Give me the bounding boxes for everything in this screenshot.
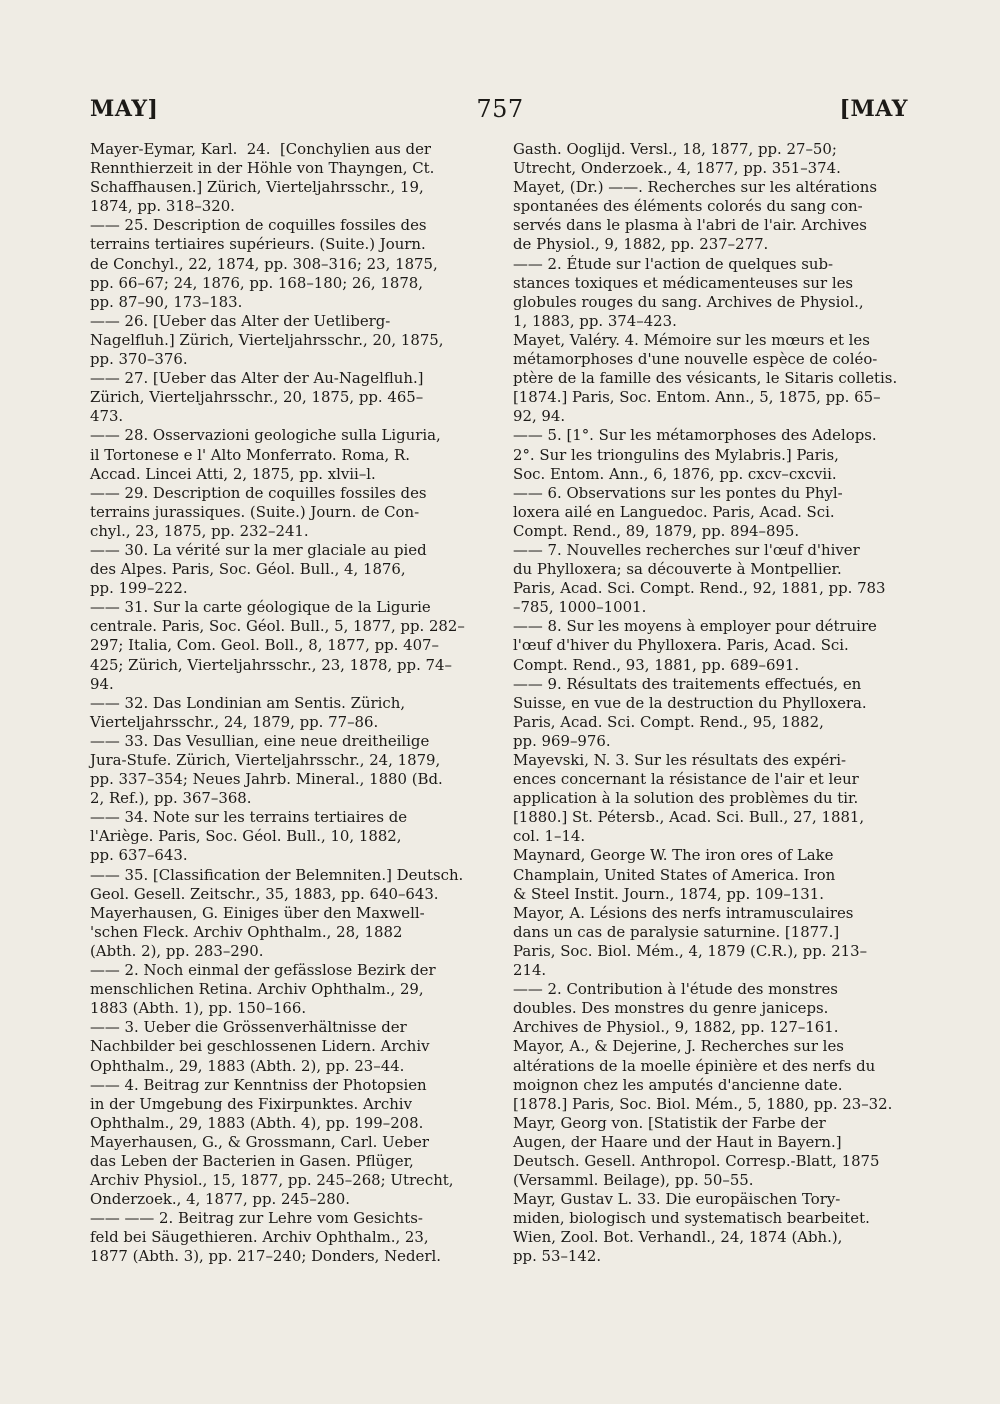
text-line: loxera ailé en Languedoc. Paris, Acad. Sci.	[513, 502, 835, 521]
text-line: menschlichen Retina. Archiv Ophthalm., 29,	[90, 980, 424, 999]
left-column	[90, 140, 488, 1267]
text-line: dans un cas de paralysie saturnine. [1877.]	[513, 922, 840, 941]
text-line: Suisse, en vue de la destruction du Phylloxera.	[513, 693, 867, 712]
text-line: Rennthierzeit in der Höhle von Thayngen, Ct.	[90, 159, 435, 178]
text-line: Mayr, Georg von. [Statistik der Farbe der	[513, 1113, 826, 1132]
text-line: pp. 53–142.	[513, 1247, 602, 1266]
text-line: terrains tertiaires supérieurs. (Suite.) Journ.	[90, 235, 426, 254]
text-line: —— 27. [Ueber das Alter der Au-Nagelfluh.]	[90, 369, 424, 388]
text-line: Gasth. Ooglijd. Versl., 18, 1877, pp. 27–50;	[513, 140, 837, 158]
text-line: —— 2. Étude sur l'action de quelques sub-	[513, 254, 834, 273]
text-line: [1874.] Paris, Soc. Entom. Ann., 5, 1875, pp. 65–	[513, 388, 881, 407]
text-line: —— 9. Résultats des traitements effectués, en	[513, 674, 862, 693]
text-line: Archiv Physiol., 15, 1877, pp. 245–268; Utrecht,	[90, 1171, 454, 1190]
text-line: Vierteljahrsschr., 24, 1879, pp. 77–86.	[90, 712, 379, 731]
text-line: pp. 969–976.	[513, 731, 611, 750]
text-line: —— 33. Das Vesullian, eine neue dreitheilige	[90, 731, 430, 750]
text-line: métamorphoses d'une nouvelle espèce de coléo-	[513, 350, 878, 369]
text-line: ences concernant la résistance de l'air et leur	[513, 770, 859, 789]
text-line: moignon chez les amputés d'ancienne date.	[513, 1075, 843, 1094]
page-number: 757	[476, 95, 524, 123]
text-line: Nachbilder bei geschlossenen Lidern. Archiv	[90, 1037, 430, 1056]
text-line: Onderzoek., 4, 1877, pp. 245–280.	[90, 1190, 350, 1209]
text-line: Nagelfluh.] Zürich, Vierteljahrsschr., 20, 1875,	[90, 330, 444, 349]
text-line: 92, 94.	[513, 407, 566, 426]
text-line: Compt. Rend., 89, 1879, pp. 894–895.	[513, 521, 800, 540]
text-line: terrains jurassiques. (Suite.) Journ. de Con-	[90, 502, 420, 521]
text-line: —— 29. Description de coquilles fossiles des	[90, 483, 427, 502]
text-line: application à la solution des problèmes du tir.	[513, 789, 859, 808]
text-line: pp. 337–354; Neues Jahrb. Mineral., 1880 (Bd.	[90, 770, 443, 789]
text-line: Mayet, (Dr.) ——. Recherches sur les altérations	[513, 178, 877, 197]
text-line: Jura-Stufe. Zürich, Vierteljahrsschr., 24, 1879,	[90, 751, 441, 769]
text-line: [1878.] Paris, Soc. Biol. Mém., 5, 1880, pp. 23–32.	[513, 1094, 893, 1113]
text-line: das Leben der Bacterien in Gasen. Pflüger,	[90, 1151, 414, 1170]
text-line: Ophthalm., 29, 1883 (Abth. 2), pp. 23–44.	[90, 1056, 405, 1075]
text-line: —— 26. [Ueber das Alter der Uetliberg-	[90, 311, 391, 330]
text-line: pp. 637–643.	[90, 846, 188, 865]
text-line: Mayet, Valéry. 4. Mémoire sur les mœurs et les	[513, 330, 870, 349]
text-line: Archives de Physiol., 9, 1882, pp. 127–161.	[513, 1018, 839, 1037]
text-line: Augen, der Haare und der Haut in Bayern.]	[513, 1132, 842, 1151]
text-line: 473.	[90, 407, 124, 426]
running-head-right: [MAY	[839, 96, 908, 122]
text-line: globules rouges du sang. Archives de Physiol.,	[513, 292, 864, 311]
text-line: Compt. Rend., 93, 1881, pp. 689–691.	[513, 655, 800, 674]
text-line: pp. 66–67; 24, 1876, pp. 168–180; 26, 1878,	[90, 273, 424, 292]
text-line: —— 6. Observations sur les pontes du Phyl-	[513, 483, 843, 502]
text-line: l'œuf d'hiver du Phylloxera. Paris, Acad. Sci.	[513, 636, 849, 655]
text-line: —— 35. [Classification der Belemniten.] Deutsch.	[90, 865, 464, 884]
text-line: Soc. Entom. Ann., 6, 1876, pp. cxcv–cxcvii.	[513, 464, 837, 483]
text-line: & Steel Instit. Journ., 1874, pp. 109–131.	[513, 884, 824, 903]
text-line: Mayor, A. Lésions des nerfs intramusculaires	[513, 903, 854, 922]
text-line: col. 1–14.	[513, 827, 586, 846]
text-line: ptère de la famille des vésicants, le Sitaris colletis.	[513, 369, 898, 388]
text-line: Paris, Soc. Biol. Mém., 4, 1879 (C.R.), pp. 213–	[513, 941, 868, 960]
text-line: chyl., 23, 1875, pp. 232–241.	[90, 521, 309, 540]
text-line: Mayevski, N. 3. Sur les résultats des expéri-	[513, 751, 847, 769]
text-line: Deutsch. Gesell. Anthropol. Corresp.-Blatt, 1875	[513, 1151, 880, 1170]
text-line: —— 2. Contribution à l'étude des monstres	[513, 980, 838, 999]
text-line: Mayerhausen, G. Einiges über den Maxwell-	[90, 903, 425, 922]
text-line: –785, 1000–1001.	[513, 598, 647, 617]
text-line: Maynard, George W. The iron ores of Lake	[513, 846, 834, 865]
text-line: —— 28. Osservazioni geologiche sulla Liguria,	[90, 426, 441, 445]
text-line: 1883 (Abth. 1), pp. 150–166.	[90, 999, 307, 1018]
text-line: miden, biologisch und systematisch bearbeitet.	[513, 1209, 870, 1228]
text-line: 214.	[513, 961, 547, 980]
text-line: —— 34. Note sur les terrains tertiaires de	[90, 808, 408, 827]
text-line: [1880.] St. Pétersb., Acad. Sci. Bull., 27, 1881,	[513, 808, 865, 827]
text-line: feld bei Säugethieren. Archiv Ophthalm., 23,	[90, 1228, 429, 1247]
text-line: pp. 199–222.	[90, 579, 188, 598]
text-line: Wien, Zool. Bot. Verhandl., 24, 1874 (Abh.),	[513, 1228, 843, 1247]
text-line: l'Ariège. Paris, Soc. Géol. Bull., 10, 1882,	[90, 827, 402, 846]
text-line: —— 8. Sur les moyens à employer pour détruire	[513, 617, 877, 636]
text-line: 94.	[90, 674, 114, 693]
text-line: Zürich, Vierteljahrsschr., 20, 1875, pp. 465–	[90, 388, 424, 407]
text-line: in der Umgebung des Fixirpunktes. Archiv	[90, 1094, 412, 1113]
text-line: 'schen Fleck. Archiv Ophthalm., 28, 1882	[90, 922, 403, 941]
text-line: des Alpes. Paris, Soc. Géol. Bull., 4, 1876,	[90, 560, 406, 579]
text-line: Ophthalm., 29, 1883 (Abth. 4), pp. 199–208.	[90, 1113, 424, 1132]
text-line: spontanées des éléments colorés du sang con-	[513, 197, 863, 216]
text-line: de Physiol., 9, 1882, pp. 237–277.	[513, 235, 769, 254]
text-line: Paris, Acad. Sci. Compt. Rend., 92, 1881, pp. 783	[513, 579, 886, 598]
text-line: du Phylloxera; sa découverte à Montpellier.	[513, 560, 842, 579]
text-line: doubles. Des monstres du genre janiceps.	[513, 999, 829, 1018]
text-line: —— 4. Beitrag zur Kenntniss der Photopsien	[90, 1075, 427, 1094]
text-line: Utrecht, Onderzoek., 4, 1877, pp. 351–374.	[513, 159, 841, 178]
text-line: —— 25. Description de coquilles fossiles des	[90, 216, 427, 235]
text-line: 297; Italia, Com. Geol. Boll., 8, 1877, pp. 407–	[90, 636, 439, 655]
text-line: altérations de la moelle épinière et des nerfs du	[513, 1056, 876, 1075]
text-line: pp. 370–376.	[90, 350, 188, 369]
text-line: —— 32. Das Londinian am Sentis. Zürich,	[90, 693, 406, 712]
text-line: centrale. Paris, Soc. Géol. Bull., 5, 1877, pp. 282–	[90, 617, 465, 636]
text-line: Mayor, A., & Dejerine, J. Recherches sur les	[513, 1037, 844, 1056]
text-line: —— 3. Ueber die Grössenverhältnisse der	[90, 1018, 407, 1037]
text-line: —— —— 2. Beitrag zur Lehre vom Gesichts-	[90, 1209, 423, 1228]
text-line: Champlain, United States of America. Iron	[513, 865, 836, 884]
text-line: 1874, pp. 318–320.	[90, 197, 235, 216]
text-line: servés dans le plasma à l'abri de l'air. Archives	[513, 216, 867, 235]
text-line: —— 30. La vérité sur la mer glaciale au pied	[90, 540, 427, 559]
text-line: (Versamml. Beilage), pp. 50–55.	[513, 1171, 754, 1190]
text-line: (Abth. 2), pp. 283–290.	[90, 941, 264, 960]
text-line: pp. 87–90, 173–183.	[90, 292, 243, 311]
text-line: Mayerhausen, G., & Grossmann, Carl. Ueber	[90, 1132, 429, 1151]
text-line: Accad. Lincei Atti, 2, 1875, pp. xlvii–l.	[90, 464, 376, 483]
right-column	[513, 140, 909, 1267]
running-head-left: MAY]	[90, 96, 159, 122]
text-line: 1, 1883, pp. 374–423.	[513, 311, 677, 330]
text-line: Paris, Acad. Sci. Compt. Rend., 95, 1882,	[513, 712, 824, 731]
text-line: 2°. Sur les triongulins des Mylabris.] Paris,	[513, 445, 839, 464]
text-line: Geol. Gesell. Zeitschr., 35, 1883, pp. 640–643.	[90, 884, 439, 903]
text-line: 1877 (Abth. 3), pp. 217–240; Donders, Nederl.	[90, 1247, 441, 1266]
text-line: —— 7. Nouvelles recherches sur l'œuf d'hiver	[513, 540, 860, 559]
text-line: Schaffhausen.] Zürich, Vierteljahrsschr., 19,	[90, 178, 424, 197]
text-line: —— 31. Sur la carte géologique de la Ligurie	[90, 598, 431, 617]
text-line: de Conchyl., 22, 1874, pp. 308–316; 23, 1875,	[90, 254, 438, 273]
text-line: stances toxiques et médicamenteuses sur les	[513, 273, 854, 292]
text-line: —— 5. [1°. Sur les métamorphoses des Adelops.	[513, 426, 877, 445]
text-line: Mayer-Eymar, Karl. 24. [Conchylien aus der	[90, 140, 432, 158]
text-line: Mayr, Gustav L. 33. Die europäischen Tory-	[513, 1190, 841, 1209]
text-line: 2, Ref.), pp. 367–368.	[90, 789, 252, 808]
text-line: —— 2. Noch einmal der gefässlose Bezirk der	[90, 961, 436, 980]
text-line: il Tortonese e l' Alto Monferrato. Roma, R.	[90, 445, 410, 464]
text-line: 425; Zürich, Vierteljahrsschr., 23, 1878, pp. 74–	[90, 655, 452, 674]
